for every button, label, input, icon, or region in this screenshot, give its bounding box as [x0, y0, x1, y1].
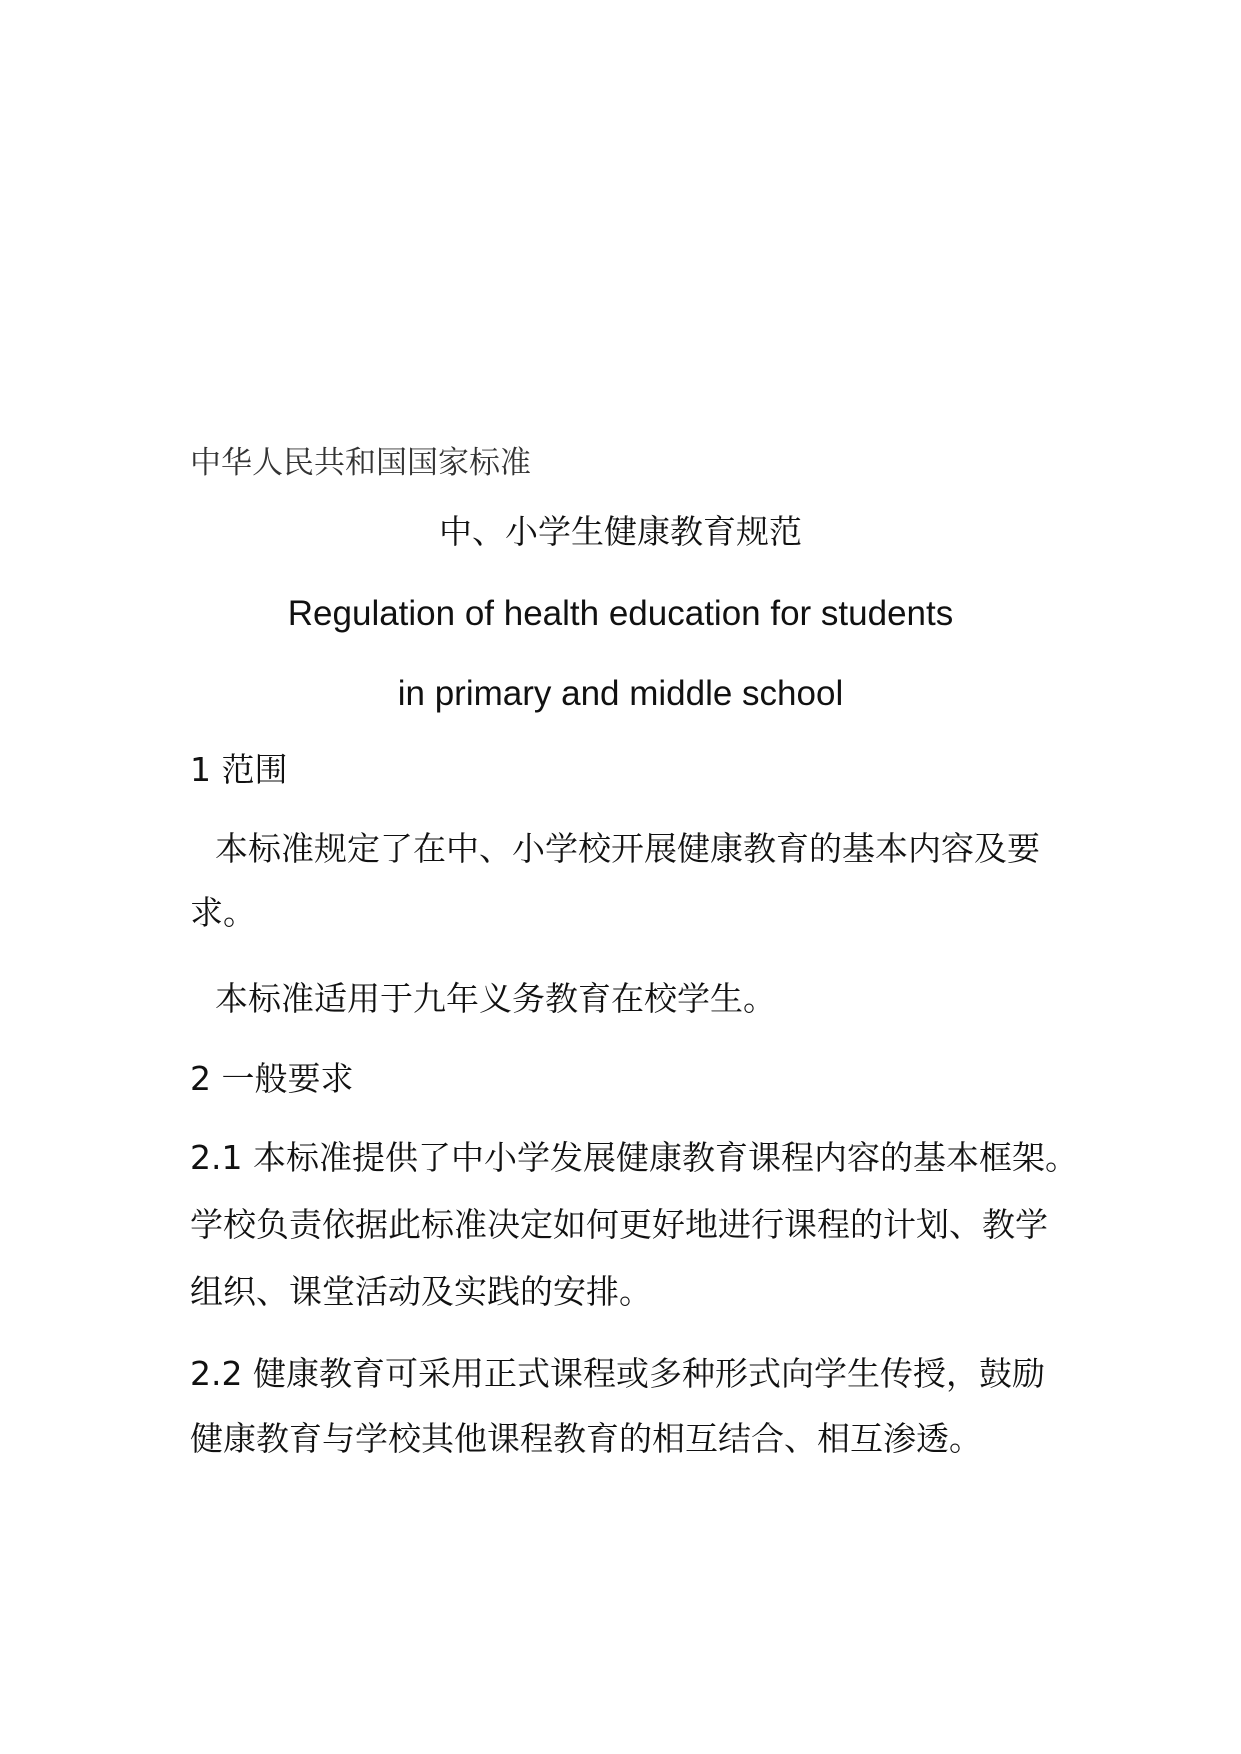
clause-2-2-line-2: 健康教育与学校其他课程教育的相互结合、相互渗透。 [190, 1419, 982, 1458]
section-1-paragraph-1-line-1: 本标准规定了在中、小学校开展健康教育的基本内容及要 [215, 829, 1040, 868]
title-english-line-1: Regulation of health education for students [287, 594, 954, 633]
clause-2-2-line-1: 2.2 健康教育可采用正式课程或多种形式向学生传授，鼓励 [190, 1354, 1045, 1393]
clause-2-1-line-1: 2.1 本标准提供了中小学发展健康教育课程内容的基本框架。 [190, 1138, 1078, 1177]
standard-issuer: 中华人民共和国国家标准 [190, 445, 531, 481]
clause-2-1-line-2: 学校负责依据此标准决定如何更好地进行课程的计划、教学 [190, 1205, 1048, 1244]
section-2-heading: 2 一般要求 [190, 1059, 354, 1098]
section-1-paragraph-1-line-2: 求。 [190, 893, 256, 932]
clause-2-1-line-3: 组织、课堂活动及实践的安排。 [190, 1272, 652, 1311]
title-chinese: 中、小学生健康教育规范 [439, 512, 802, 551]
section-1-heading: 1 范围 [190, 750, 288, 789]
title-english-line-2: in primary and middle school [397, 674, 844, 713]
section-1-paragraph-2: 本标准适用于九年义务教育在校学生。 [215, 979, 776, 1018]
